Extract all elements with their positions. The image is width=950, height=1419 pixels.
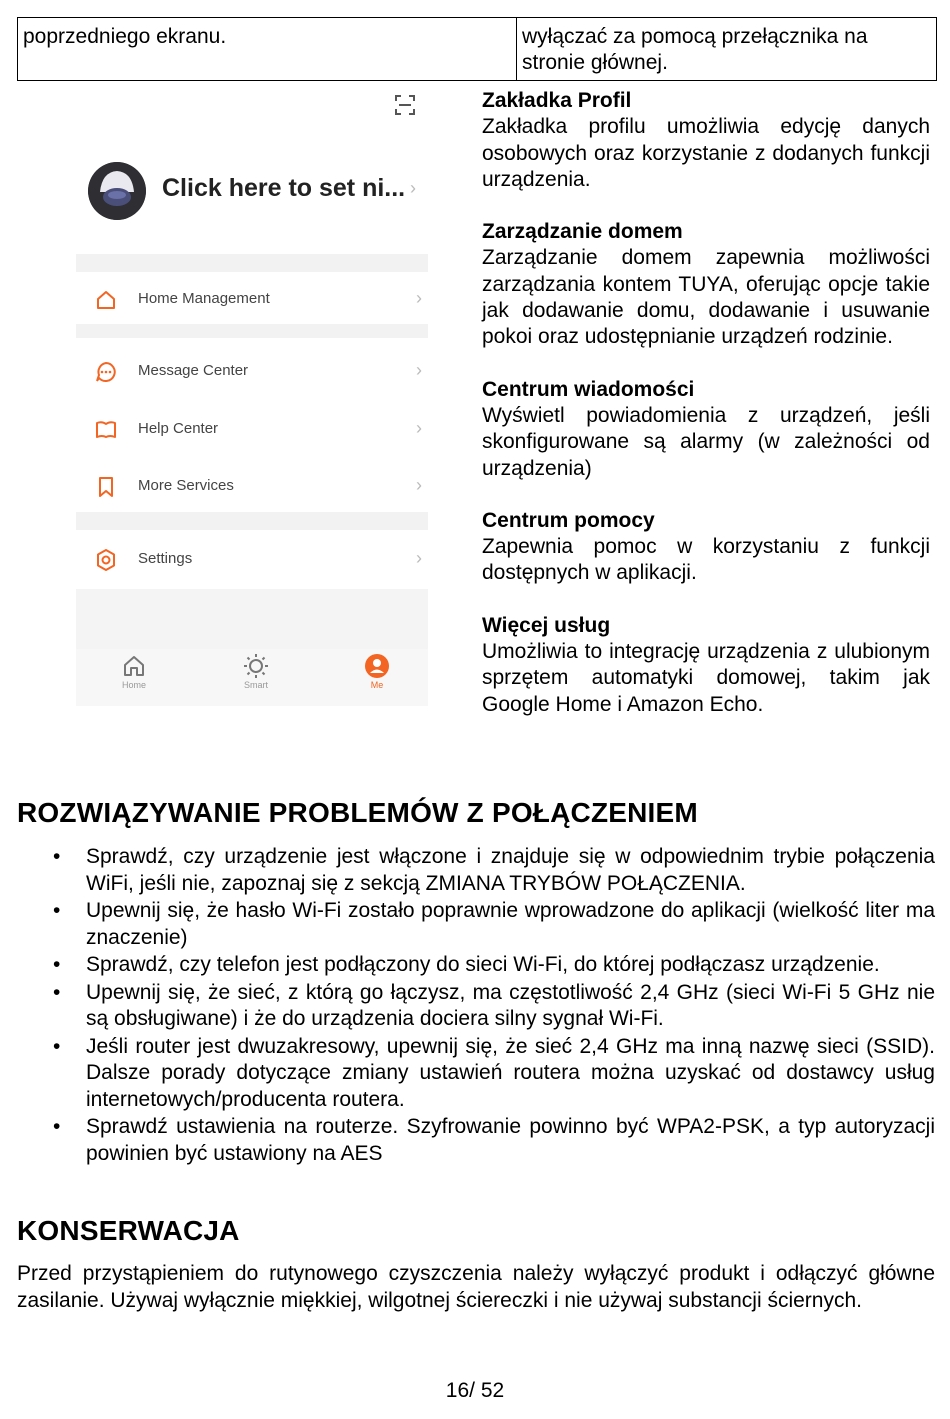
- list-item: • Sprawdź ustawienia na routerze. Szyfrowanie powinno być WPA2-PSK, a typ autoryzacji powinien być ustawiony na AES: [17, 1114, 935, 1167]
- section-text: Zarządzanie domem zapewnia możliwości zarządzania kontem TUYA, oferując opcje takie jak dodawanie domu, dodawanie i usuwanie pokoi oraz udostępnianie urządzeń rodzinie.: [482, 246, 930, 349]
- home-tab-icon: [121, 653, 147, 679]
- menu-label: Message Center: [138, 362, 249, 379]
- troubleshooting-heading: ROZWIĄZYWANIE PROBLEMÓW Z POŁĄCZENIEM: [17, 797, 698, 828]
- menu-item-more-services[interactable]: [76, 467, 428, 507]
- menu-item-help-center[interactable]: [76, 410, 428, 450]
- menu-item-home-management[interactable]: [76, 280, 428, 320]
- chevron-right-icon: ›: [416, 360, 422, 380]
- feature-descriptions: [482, 88, 930, 744]
- list-item: • Jeśli router jest dwuzakresowy, upewnij się, że sieć 2,4 GHz ma inną nazwę sieci (SSID). Dalsze porady dotyczące zmiany ustawień routera można uzyskać od dostawcy usług internetowych/producenta routera.: [17, 1034, 935, 1114]
- section-profile: [482, 88, 930, 193]
- divider: [76, 512, 428, 530]
- section-title: Więcej usług: [482, 613, 611, 637]
- section-more-services: [482, 613, 930, 718]
- tab-label: Home: [121, 680, 146, 690]
- troubleshooting-list: [17, 844, 935, 1168]
- list-item: • Sprawdź, czy urządzenie jest włączone i znajduje się w odpowiednim trybie połączenia WiFi, jeśli nie, zapoznaj się z sekcją ZMIANA TRYBÓW POŁĄCZENIA.: [17, 844, 935, 897]
- avatar: [88, 162, 146, 220]
- chevron-right-icon: ›: [416, 418, 422, 438]
- menu-label: Home Management: [138, 290, 270, 307]
- scan-icon[interactable]: [394, 94, 416, 116]
- section-text: Wyświetl powiadomienia z urządzeń, jeśli skonfigurowane są alarmy (w zależności od urządzenia): [482, 403, 930, 480]
- section-text: Zapewnia pomoc w korzystaniu z funkcji dostępnych w aplikacji.: [482, 535, 930, 585]
- tab-label: Me: [370, 680, 384, 690]
- divider: [76, 324, 428, 338]
- user-icon: [364, 653, 390, 679]
- section-title: Centrum wiadomości: [482, 377, 695, 401]
- continuation-table: [17, 17, 937, 81]
- chevron-right-icon: ›: [410, 178, 416, 198]
- tab-me[interactable]: [347, 653, 407, 690]
- profile-row[interactable]: [88, 162, 418, 222]
- section-title: Zarządzanie domem: [482, 220, 683, 244]
- page-number: 16/ 52: [445, 1379, 505, 1402]
- home-icon: [94, 288, 118, 312]
- list-item: • Upewnij się, że hasło Wi-Fi zostało poprawnie wprowadzone do aplikacji (wielkość liter ma znaczenie): [17, 898, 935, 951]
- bookmark-icon: [94, 475, 118, 499]
- section-home-management: [482, 219, 930, 350]
- maintenance-text: Przed przystąpieniem do rutynowego czyszczenia należy wyłączyć produkt i odłączyć główne zasilanie. Używaj wyłącznie miękkiej, wilgotnej ściereczki i nie używaj substancji ściernych.: [17, 1262, 935, 1312]
- section-message-center: [482, 377, 930, 482]
- chevron-right-icon: ›: [416, 475, 422, 495]
- menu-label: More Services: [138, 477, 234, 494]
- divider: [76, 589, 428, 649]
- section-text: Umożliwia to integrację urządzenia z ulubionym sprzętem automatyki domowej, takim jak Google Home i Amazon Echo.: [482, 640, 930, 716]
- section-help-center: [482, 508, 930, 587]
- message-icon: [94, 360, 118, 384]
- section-text: Zakładka profilu umożliwia edycję danych osobowych oraz korzystanie z dodanych funkcji urządzenia.: [482, 115, 930, 191]
- chevron-right-icon: ›: [416, 288, 422, 308]
- app-screenshot: [76, 84, 428, 706]
- menu-label: Settings: [138, 550, 193, 567]
- bottom-tab-bar: [76, 649, 428, 706]
- table-cell-left: poprzedniego ekranu.: [18, 18, 517, 81]
- settings-icon: [94, 548, 118, 572]
- table-cell-right: wyłączać za pomocą przełącznika na stronie głównej.: [517, 18, 937, 81]
- menu-label: Help Center: [138, 420, 219, 437]
- section-title: Centrum pomocy: [482, 508, 655, 532]
- tab-home[interactable]: [104, 653, 164, 690]
- menu-item-message-center[interactable]: [76, 352, 428, 392]
- section-title: Zakładka Profil: [482, 89, 632, 112]
- chevron-right-icon: ›: [416, 548, 422, 568]
- sun-icon: [243, 653, 269, 679]
- menu-item-settings[interactable]: [76, 540, 428, 580]
- tab-label: Smart: [243, 680, 268, 690]
- list-item: • Upewnij się, że sieć, z którą go łączysz, ma częstotliwość 2,4 GHz (sieci Wi-Fi 5 GHz nie są obsługiwane) i że do urządzenia dociera silny sygnał Wi-Fi.: [17, 980, 935, 1033]
- help-book-icon: [94, 418, 118, 442]
- divider: [76, 254, 428, 272]
- tab-smart[interactable]: [226, 653, 286, 690]
- list-item: • Sprawdź, czy telefon jest podłączony do sieci Wi-Fi, do której podłączasz urządzenie.: [17, 952, 935, 979]
- profile-name: Click here to set ni...: [162, 174, 406, 202]
- maintenance-heading: KONSERWACJA: [17, 1215, 240, 1246]
